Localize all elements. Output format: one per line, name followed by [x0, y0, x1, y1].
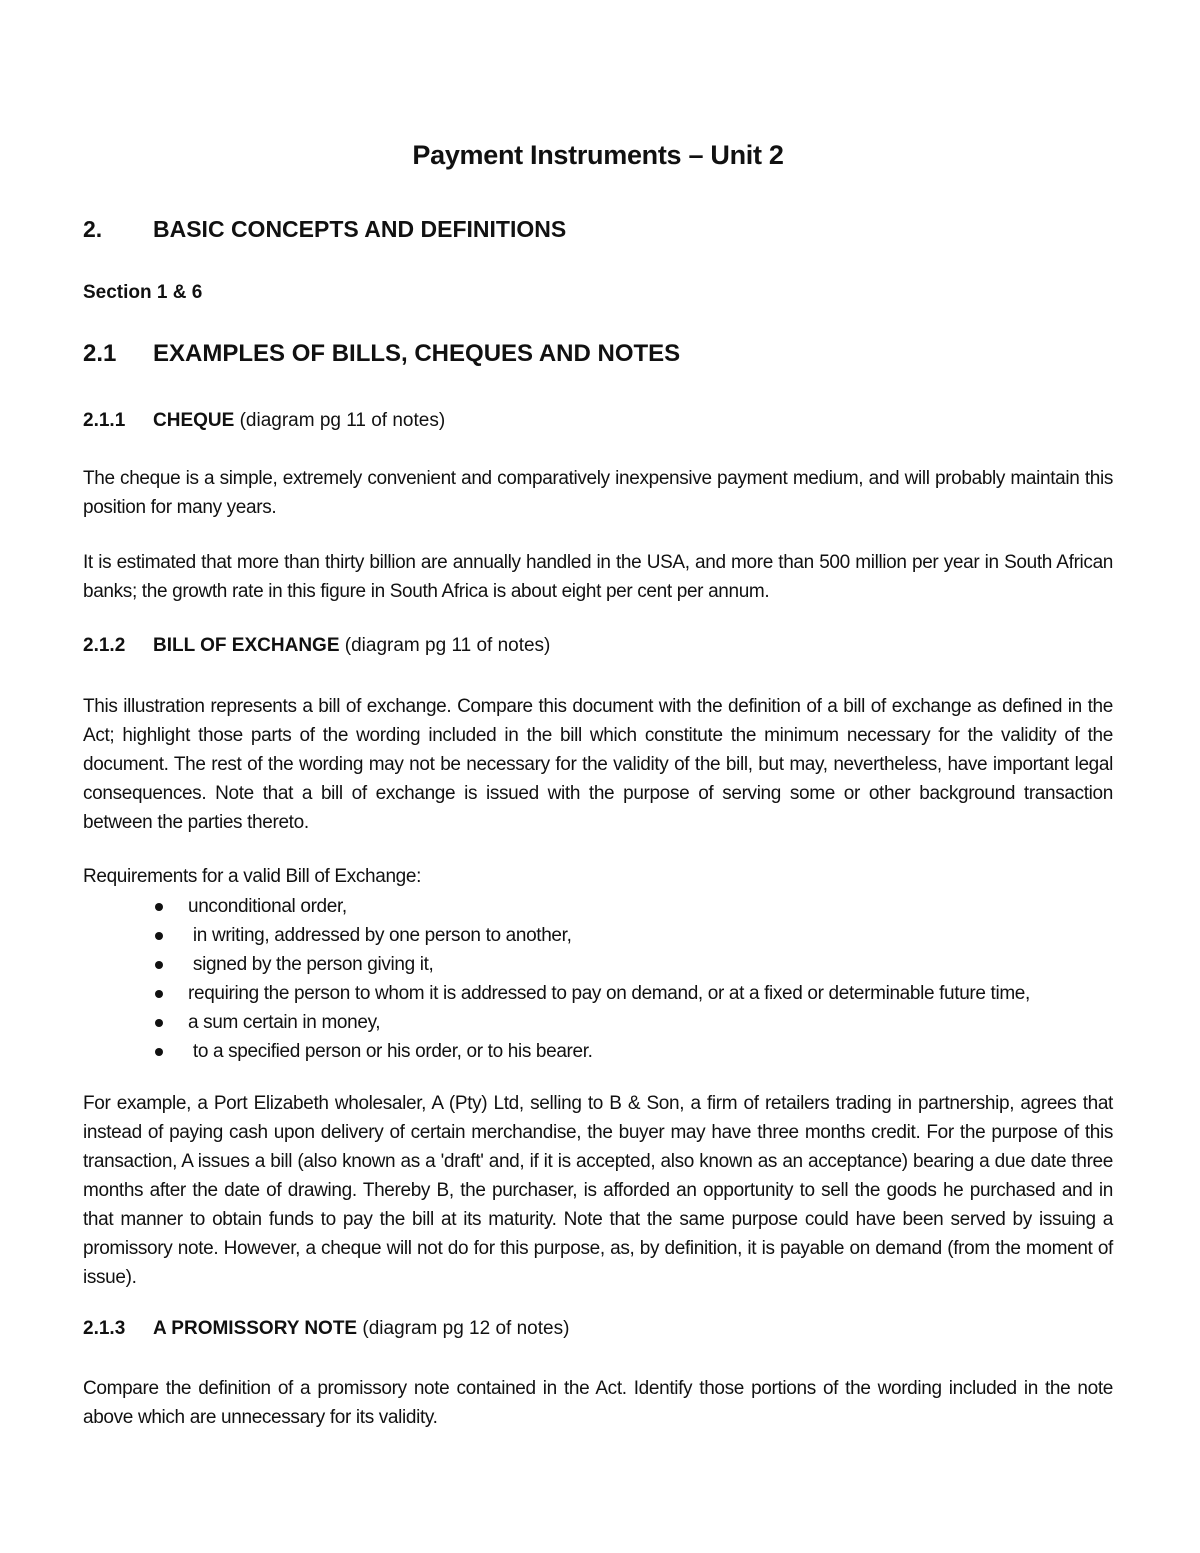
- subheading-note: (diagram pg 12 of notes): [357, 1318, 570, 1339]
- list-item: [83, 979, 1030, 1008]
- subheading-number: 2.1.3: [83, 1318, 126, 1339]
- bullet-icon: [155, 903, 163, 911]
- bullet-icon: [155, 961, 163, 969]
- bullet-icon: [155, 1048, 163, 1056]
- subheading-note: (diagram pg 11 of notes): [234, 410, 446, 431]
- requirements-intro: Requirements for a valid Bill of Exchange:: [83, 866, 422, 887]
- promissory-paragraph-1: Compare the definition of a promissory note contained in the Act. Identify those portions of the wording included in the note above which are unnecessary for its validity.: [83, 1378, 1113, 1428]
- list-item: [83, 892, 1030, 921]
- list-item-text: a sum certain in money,: [188, 1012, 381, 1033]
- list-item: [83, 1008, 1030, 1037]
- subheading-number: 2.1.1: [83, 410, 126, 431]
- section-reference: Section 1 & 6: [83, 282, 203, 303]
- list-item-text: to a specified person or his order, or to his bearer.: [188, 1041, 593, 1062]
- heading-bill-of-exchange: [83, 635, 550, 657]
- bill-paragraph-2: For example, a Port Elizabeth wholesaler, A (Pty) Ltd, selling to B & Son, a firm of retailers trading in partnership, agrees that instead of paying cash upon delivery of certain merchandise, the buyer may have three months credit. For the purpose of this transaction, A issues a bill (also known as a 'draft' and, if it is accepted, also known as an acceptance) bearing a due date three months after the date of drawing. Thereby B, the purchaser, is afforded an opportunity to sell the goods he purchased and in that manner to obtain funds to pay the bill at its maturity. Note that the same purpose could have been served by issuing a promissory note. However, a cheque will not do for this purpose, as, by definition, it is payable on demand (from the moment of issue).: [83, 1093, 1113, 1288]
- cheque-paragraph-1: The cheque is a simple, extremely convenient and comparatively inexpensive payment medium, and will probably maintain this position for many years.: [83, 468, 1113, 518]
- heading-examples: [83, 340, 680, 368]
- heading-text: BASIC CONCEPTS AND DEFINITIONS: [153, 216, 567, 242]
- bullet-icon: [155, 932, 163, 940]
- list-item: [83, 950, 1030, 979]
- heading-promissory-note: [83, 1318, 569, 1340]
- bill-paragraph-1: This illustration represents a bill of exchange. Compare this document with the definition of a bill of exchange as defined in the Act; highlight those parts of the wording included in the bill which constitute the minimum necessary for the validity of the document. The rest of the wording may not be necessary for the validity of the bill, but may, nevertheless, have important legal consequences. Note that a bill of exchange is issued with the purpose of serving some or other background transaction between the parties thereto.: [83, 696, 1113, 833]
- subheading-note: (diagram pg 11 of notes): [339, 635, 551, 656]
- list-item: [83, 921, 1030, 950]
- heading-number: 2.1: [83, 340, 117, 367]
- subheading-label: A PROMISSORY NOTE: [153, 1318, 358, 1339]
- list-item-text: requiring the person to whom it is addressed to pay on demand, or at a fixed or determinable future time,: [188, 983, 1030, 1004]
- document-title: Payment Instruments – Unit 2: [412, 140, 784, 170]
- subheading-number: 2.1.2: [83, 635, 126, 656]
- list-item: [83, 1037, 1030, 1066]
- subheading-label: CHEQUE: [153, 410, 235, 431]
- heading-text: EXAMPLES OF BILLS, CHEQUES AND NOTES: [153, 340, 681, 367]
- heading-cheque: [83, 410, 445, 432]
- cheque-paragraph-2: It is estimated that more than thirty billion are annually handled in the USA, and more than 500 million per year in South African banks; the growth rate in this figure in South Africa is about eight per cent per annum.: [83, 552, 1113, 602]
- list-item-text: unconditional order,: [188, 896, 347, 917]
- heading-basic-concepts: [83, 216, 566, 243]
- bullet-icon: [155, 990, 163, 998]
- requirements-list: [83, 892, 1030, 1066]
- list-item-text: signed by the person giving it,: [188, 954, 434, 975]
- heading-number: 2.: [83, 216, 103, 242]
- subheading-label: BILL OF EXCHANGE: [153, 635, 340, 656]
- bullet-icon: [155, 1019, 163, 1027]
- list-item-text: in writing, addressed by one person to another,: [188, 925, 572, 946]
